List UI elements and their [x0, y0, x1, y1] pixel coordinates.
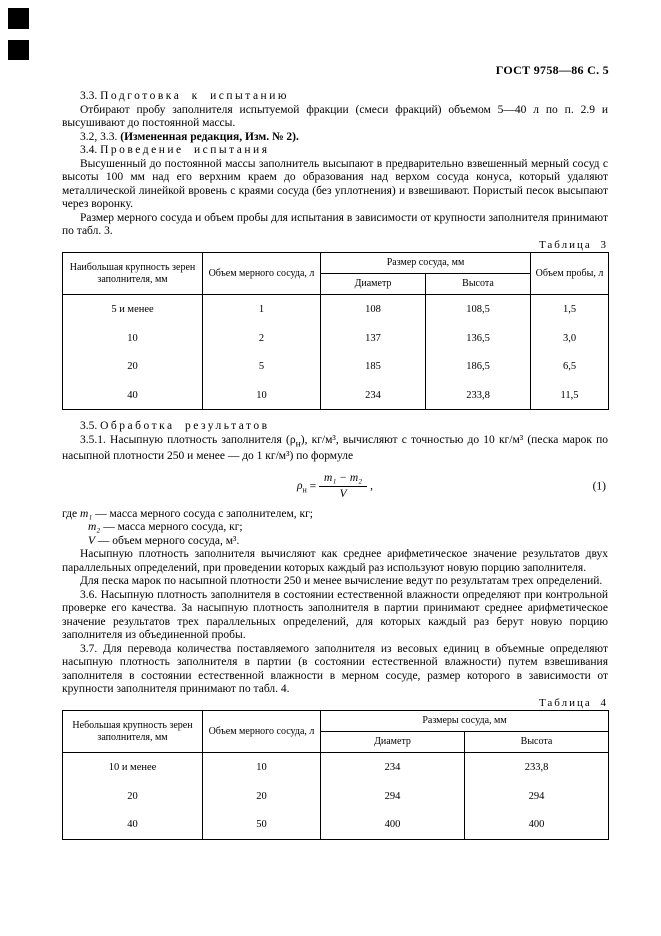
table-header-cell: Диаметр — [321, 732, 465, 753]
dash: — — [97, 534, 110, 547]
table-row — [63, 782, 609, 811]
fraction — [319, 472, 367, 502]
paragraph-average-two: Насыпную плотность заполнителя вычисляют как среднее арифметическое значение результатов двух параллельных определений, при проведении которых каждый раз используют новую порцию заполнителя. — [62, 548, 608, 574]
dash: — — [95, 507, 107, 520]
section-number: 3.5. — [80, 420, 98, 432]
revision-prefix: 3.2, 3.3. — [80, 130, 118, 143]
variable-m1: m₁ — [79, 507, 93, 520]
table-cell: 108,5 — [426, 295, 531, 324]
section-title: Проведение испытания — [100, 144, 270, 156]
table-cell: 234 — [321, 381, 426, 410]
table-cell: 400 — [465, 810, 609, 839]
paragraph-sand-250: Для песка марок по насыпной плотности 250 и менее вычисление ведут по результатам трех определений. — [80, 575, 603, 588]
table-row — [63, 352, 609, 381]
equation-number: (1) — [592, 480, 606, 493]
section-number: 3.3. — [80, 90, 98, 102]
table-cell: 6,5 — [531, 352, 609, 381]
table-cell: 3,0 — [531, 324, 609, 353]
paragraph-revision-note — [62, 131, 608, 145]
table-cell: 1 — [203, 295, 321, 324]
paragraph-procedure: Высушенный до постоянной массы заполнитель высыпают в предварительно взвешенный мерный сосуд с высоты 100 мм над его верхним краем до образования над верхом сосуда конуса, который удаляют металлической линейкой вровень с краями сосуда (без уплотнения) и взвешивают. Пористый песок высыпают через воронку. — [62, 157, 608, 210]
legend-text: объем мерного сосуда, м³. — [112, 534, 240, 547]
table-cell: 137 — [321, 324, 426, 353]
document-content — [62, 90, 608, 850]
table-cell: 50 — [203, 810, 321, 839]
legend-line — [62, 535, 608, 549]
fraction-numerator: m₁ − m₂ — [319, 472, 367, 488]
variable-m2: m₂ — [88, 521, 101, 534]
table-header-cell: Объем пробы, л — [531, 253, 609, 295]
page-header: ГОСТ 9758—86 С. 5 — [495, 63, 609, 77]
section-title: Подготовка к испытанию — [100, 90, 289, 102]
table-cell: 11,5 — [531, 381, 609, 410]
legend-text: масса мерного сосуда, кг; — [117, 521, 243, 534]
revision-bold-text: (Измененная редакция, Изм. № 2). — [120, 130, 299, 143]
table-cell: 10 — [203, 381, 321, 410]
formula-1 — [62, 472, 608, 502]
table-cell: 20 — [63, 352, 203, 381]
rho-subscript: н — [302, 485, 307, 495]
equals-sign: = — [309, 480, 317, 493]
table-cell: 5 — [203, 352, 321, 381]
table-cell: 186,5 — [426, 352, 531, 381]
table-header-cell: Объем мерного сосуда, л — [203, 711, 321, 753]
table-cell: 233,8 — [426, 381, 531, 410]
table-header-cell: Диаметр — [321, 274, 426, 295]
table-header-cell: Небольшая крупность зерен заполнителя, мм — [63, 711, 203, 753]
table-header-row — [63, 253, 609, 274]
table-row — [63, 295, 609, 324]
table-header-cell: Объем мерного сосуда, л — [203, 253, 321, 295]
variable-v: V — [88, 534, 96, 547]
table-4-body — [63, 753, 609, 840]
table-4-caption: Таблица 4 — [538, 696, 608, 709]
table-4 — [62, 710, 609, 840]
table-cell: 136,5 — [426, 324, 531, 353]
table-header-group-cell: Размер сосуда, мм — [321, 253, 531, 274]
table-cell: 20 — [203, 782, 321, 811]
legend-line — [62, 521, 608, 535]
table-cell: 185 — [321, 352, 426, 381]
table-cell: 40 — [63, 810, 203, 839]
table-4-header — [63, 711, 609, 753]
table-cell: 10 и менее — [63, 753, 203, 782]
table-cell: 2 — [203, 324, 321, 353]
table-cell: 294 — [465, 782, 609, 811]
table-cell: 20 — [63, 782, 203, 811]
table-header-row — [63, 711, 609, 732]
section-title: Обработка результатов — [100, 420, 270, 432]
section-3-5-heading — [62, 420, 608, 434]
paragraph-sample-selection: Отбирают пробу заполнителя испытуемой фракции (смеси фракций) объемом 5—40 л по п. 2.9 и высушивают до постоянной массы. — [62, 103, 608, 129]
paragraph-3-5-1 — [62, 434, 608, 464]
formula-legend — [62, 508, 608, 549]
table-cell: 40 — [63, 381, 203, 410]
legend-line — [62, 508, 608, 522]
table-3-body — [63, 295, 609, 410]
paragraph-text: ), кг/м³, вычисляют с точностью до 10 кг/м³ (песка марок по насыпной плотности 250 и менее — до 1 кг/м³) по формуле — [62, 433, 609, 463]
paragraph-text: 3.5.1. Насыпную плотность заполнителя (ρ — [80, 433, 296, 446]
table-cell: 294 — [321, 782, 465, 811]
table-3-caption: Таблица 3 — [538, 238, 608, 251]
table-cell: 1,5 — [531, 295, 609, 324]
table-row — [63, 810, 609, 839]
table-row — [63, 381, 609, 410]
legend-text: масса мерного сосуда с заполнителем, кг; — [109, 507, 313, 520]
table-cell: 10 — [203, 753, 321, 782]
legend-lead: где — [62, 507, 78, 520]
formula-lhs — [296, 480, 307, 495]
table-cell: 108 — [321, 295, 426, 324]
table-header-cell: Наибольшая крупность зерен заполнителя, мм — [63, 253, 203, 295]
dash: — — [103, 521, 115, 534]
table-header-cell: Высота — [426, 274, 531, 295]
table-cell: 5 и менее — [63, 295, 203, 324]
paragraph-3-7: 3.7. Для перевода количества поставляемого заполнителя из весовых единиц в объемные определяют насыпную плотность заполнителя в партии (в состоянии естественной влажности) путем взвешивания заполнителя в состоянии естественной влажности в мерном сосуде, размер которого в зависимости от крупности заполнителя принимают по табл. 4. — [62, 642, 608, 696]
section-number: 3.4. — [80, 144, 98, 156]
table-header-group-cell: Размеры сосуда, мм — [321, 711, 609, 732]
rho-symbol: ρ — [296, 480, 303, 493]
registration-mark-second — [8, 40, 29, 60]
formula-comma: , — [370, 480, 374, 493]
table-header-cell: Высота — [465, 732, 609, 753]
table-cell: 234 — [321, 753, 465, 782]
table-cell: 233,8 — [465, 753, 609, 782]
table-row — [63, 324, 609, 353]
table-row — [63, 753, 609, 782]
fraction-denominator: V — [339, 488, 347, 501]
section-3-4-heading — [62, 144, 608, 158]
table-cell: 10 — [63, 324, 203, 353]
rho-subscript: н — [295, 437, 301, 449]
registration-mark-top — [8, 8, 29, 29]
section-3-3-heading — [62, 90, 608, 104]
table-3 — [62, 252, 609, 410]
table-cell: 400 — [321, 810, 465, 839]
paragraph-vessel-size: Размер мерного сосуда и объем пробы для испытания в зависимости от крупности заполнителя принимают по табл. 3. — [62, 211, 608, 237]
paragraph-3-6: 3.6. Насыпную плотность заполнителя в состоянии естественной влажности определяют при контрольной проверке его качества. За насыпную плотность заполнителя в партии принимают среднее арифметическое значение результатов трех параллельных определений, для которых каждый раз берут новую порцию заполнителя из объединенной пробы. — [62, 588, 608, 642]
table-3-header — [63, 253, 609, 295]
